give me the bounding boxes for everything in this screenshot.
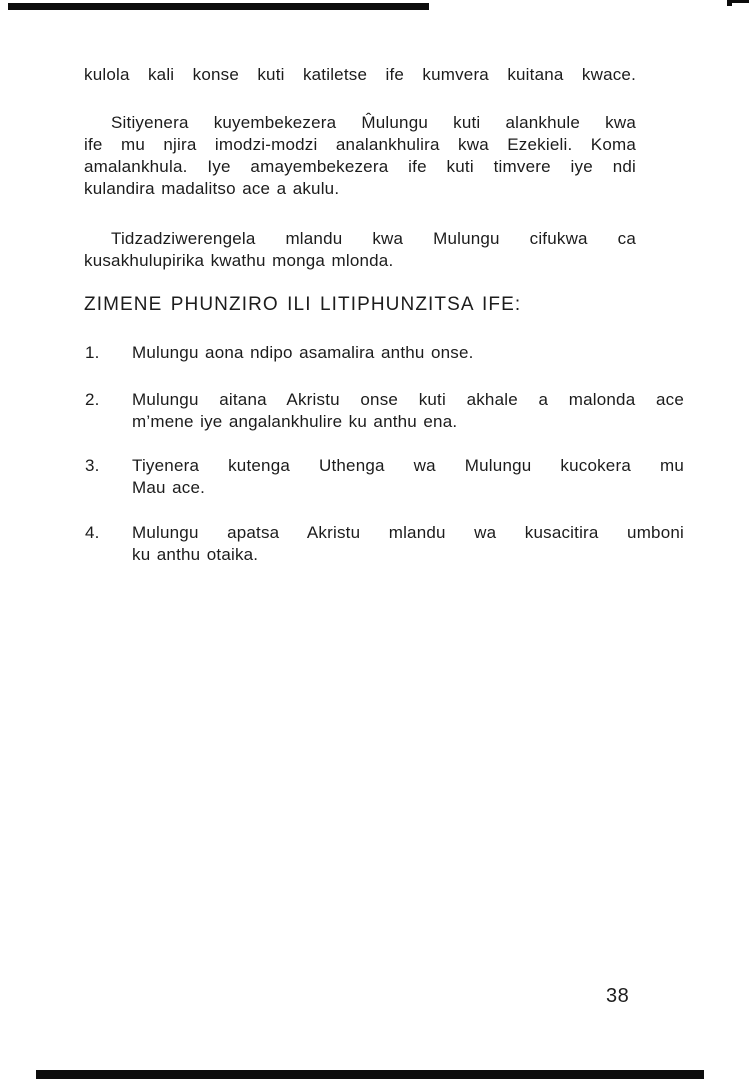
list-item-number: 2.: [85, 390, 100, 409]
numbered-list-item-1: [84, 342, 684, 364]
scan-artifact-top-bar: [8, 3, 429, 10]
numbered-list-item-4: [84, 522, 684, 566]
text-line: kulola kali konse kuti katiletse ife kumvera kuitana kwace.: [84, 65, 636, 84]
scan-artifact-corner-nub: [727, 0, 732, 6]
paragraph-3: [84, 228, 636, 272]
list-item-number: 4.: [85, 523, 100, 542]
text-line: m’mene iye angalankhulire ku anthu ena.: [132, 412, 458, 431]
text-line: kusakhulupirika kwathu monga mlonda.: [84, 251, 394, 270]
text-line: Sitiyenera kuyembekezera M̂ulungu kuti alankhule kwa: [111, 113, 636, 132]
scan-artifact-bottom-bar: [36, 1070, 704, 1079]
text-line: ku anthu otaika.: [132, 545, 259, 564]
text-line: Mau ace.: [132, 478, 206, 497]
lead-paragraph: [84, 64, 636, 86]
list-item-number: 3.: [85, 456, 100, 475]
numbered-list-item-2: [84, 389, 684, 433]
text-line: Tidzadziwerengela mlandu kwa Mulungu cifukwa ca: [111, 229, 636, 248]
text-line: Mulungu aona ndipo asamalira anthu onse.: [132, 343, 474, 362]
text-line: Mulungu aitana Akristu onse kuti akhale a malonda ace: [132, 390, 684, 409]
text-line: Mulungu apatsa Akristu mlandu wa kusacitira umboni: [132, 523, 684, 542]
page-number: 38: [606, 985, 630, 1007]
text-line: kulandira madalitso ace a akulu.: [84, 179, 340, 198]
section-heading: ZIMENE PHUNZIRO ILI LITIPHUNZITSA IFE:: [84, 294, 522, 315]
numbered-list-item-3: [84, 455, 684, 499]
list-item-number: 1.: [85, 343, 100, 362]
paragraph-2: [84, 112, 636, 200]
text-line: Tiyenera kutenga Uthenga wa Mulungu kucokera mu: [132, 456, 684, 475]
text-line: amalankhula. Iye amayembekezera ife kuti timvere iye ndi: [84, 157, 636, 176]
text-line: ife mu njira imodzi-modzi analankhulira kwa Ezekieli. Koma: [84, 135, 636, 154]
